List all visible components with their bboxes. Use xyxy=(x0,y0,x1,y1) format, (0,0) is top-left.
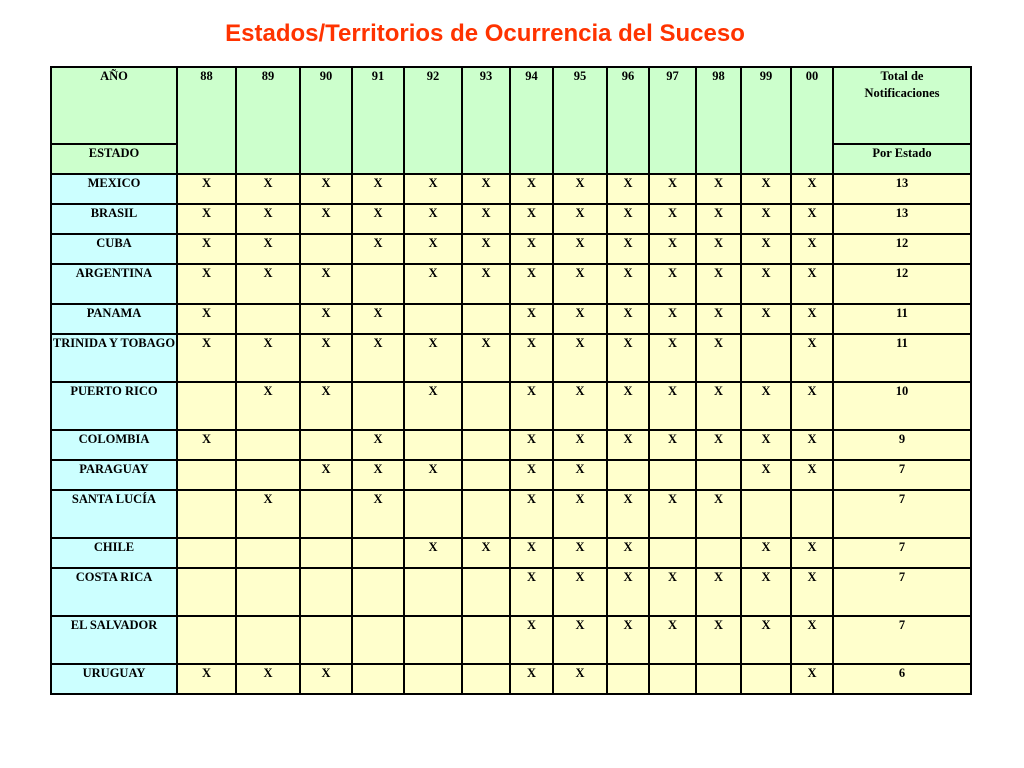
mark-cell-95: X xyxy=(553,234,607,264)
mark-cell-91: X xyxy=(352,304,404,334)
total-cell: 12 xyxy=(833,264,971,304)
mark-cell-94: X xyxy=(510,334,553,382)
mark-cell-97: X xyxy=(649,304,696,334)
mark-cell-91: X xyxy=(352,234,404,264)
mark-cell-94: X xyxy=(510,264,553,304)
mark-cell-00: X xyxy=(791,234,833,264)
mark-cell-89: X xyxy=(236,664,300,694)
state-name: COSTA RICA xyxy=(51,568,177,616)
total-header-line2: Notificaciones xyxy=(864,86,940,100)
state-name: PANAMA xyxy=(51,304,177,334)
mark-cell-96: X xyxy=(607,264,649,304)
mark-cell-93 xyxy=(462,460,510,490)
year-90: 90 xyxy=(300,67,352,174)
mark-cell-89 xyxy=(236,460,300,490)
year-91: 91 xyxy=(352,67,404,174)
table-row xyxy=(51,430,971,460)
mark-cell-96 xyxy=(607,460,649,490)
mark-cell-97 xyxy=(649,664,696,694)
mark-cell-98 xyxy=(696,664,741,694)
mark-cell-91 xyxy=(352,616,404,664)
mark-cell-93: X xyxy=(462,538,510,568)
mark-cell-98: X xyxy=(696,430,741,460)
header-row-years xyxy=(51,67,971,144)
state-name: BRASIL xyxy=(51,204,177,234)
mark-cell-89: X xyxy=(236,264,300,304)
state-name: URUGUAY xyxy=(51,664,177,694)
mark-cell-92 xyxy=(404,304,462,334)
mark-cell-90 xyxy=(300,430,352,460)
mark-cell-89 xyxy=(236,430,300,460)
year-89: 89 xyxy=(236,67,300,174)
total-cell: 7 xyxy=(833,616,971,664)
mark-cell-97: X xyxy=(649,490,696,538)
mark-cell-92 xyxy=(404,490,462,538)
year-92: 92 xyxy=(404,67,462,174)
mark-cell-91 xyxy=(352,382,404,430)
mark-cell-96: X xyxy=(607,304,649,334)
mark-cell-89: X xyxy=(236,234,300,264)
total-cell: 11 xyxy=(833,334,971,382)
mark-cell-88: X xyxy=(177,264,236,304)
mark-cell-92: X xyxy=(404,334,462,382)
mark-cell-99: X xyxy=(741,174,791,204)
mark-cell-93: X xyxy=(462,204,510,234)
mark-cell-98 xyxy=(696,538,741,568)
mark-cell-89: X xyxy=(236,334,300,382)
mark-cell-00: X xyxy=(791,568,833,616)
mark-cell-88: X xyxy=(177,204,236,234)
mark-cell-89: X xyxy=(236,174,300,204)
table-row xyxy=(51,204,971,234)
mark-cell-95: X xyxy=(553,174,607,204)
table-row xyxy=(51,382,971,430)
year-95: 95 xyxy=(553,67,607,174)
mark-cell-99: X xyxy=(741,460,791,490)
mark-cell-88 xyxy=(177,490,236,538)
mark-cell-96 xyxy=(607,664,649,694)
mark-cell-93: X xyxy=(462,234,510,264)
mark-cell-00: X xyxy=(791,204,833,234)
mark-cell-91 xyxy=(352,264,404,304)
mark-cell-97: X xyxy=(649,174,696,204)
mark-cell-00 xyxy=(791,490,833,538)
mark-cell-91: X xyxy=(352,430,404,460)
mark-cell-98: X xyxy=(696,616,741,664)
mark-cell-95: X xyxy=(553,304,607,334)
mark-cell-96: X xyxy=(607,234,649,264)
mark-cell-92: X xyxy=(404,538,462,568)
year-00: 00 xyxy=(791,67,833,174)
year-97: 97 xyxy=(649,67,696,174)
year-header: AÑO xyxy=(51,67,177,144)
mark-cell-90 xyxy=(300,490,352,538)
mark-cell-90: X xyxy=(300,460,352,490)
mark-cell-89: X xyxy=(236,382,300,430)
mark-cell-90 xyxy=(300,616,352,664)
table-row xyxy=(51,264,971,304)
mark-cell-88: X xyxy=(177,334,236,382)
table-row xyxy=(51,234,971,264)
mark-cell-00: X xyxy=(791,334,833,382)
mark-cell-99: X xyxy=(741,304,791,334)
state-name: ARGENTINA xyxy=(51,264,177,304)
mark-cell-94: X xyxy=(510,664,553,694)
mark-cell-94: X xyxy=(510,204,553,234)
mark-cell-93: X xyxy=(462,334,510,382)
mark-cell-94: X xyxy=(510,616,553,664)
mark-cell-88 xyxy=(177,538,236,568)
mark-cell-00: X xyxy=(791,174,833,204)
mark-cell-90: X xyxy=(300,304,352,334)
year-98: 98 xyxy=(696,67,741,174)
mark-cell-99: X xyxy=(741,264,791,304)
mark-cell-96: X xyxy=(607,174,649,204)
mark-cell-91 xyxy=(352,538,404,568)
mark-cell-99 xyxy=(741,334,791,382)
mark-cell-00: X xyxy=(791,664,833,694)
mark-cell-99: X xyxy=(741,430,791,460)
total-cell: 7 xyxy=(833,490,971,538)
mark-cell-97: X xyxy=(649,430,696,460)
mark-cell-93 xyxy=(462,568,510,616)
mark-cell-89 xyxy=(236,568,300,616)
mark-cell-96: X xyxy=(607,490,649,538)
mark-cell-00: X xyxy=(791,264,833,304)
mark-cell-91 xyxy=(352,568,404,616)
table-row xyxy=(51,490,971,538)
total-cell: 12 xyxy=(833,234,971,264)
mark-cell-88 xyxy=(177,382,236,430)
year-94: 94 xyxy=(510,67,553,174)
mark-cell-89 xyxy=(236,538,300,568)
state-name: COLOMBIA xyxy=(51,430,177,460)
mark-cell-96: X xyxy=(607,334,649,382)
mark-cell-98: X xyxy=(696,204,741,234)
mark-cell-94: X xyxy=(510,538,553,568)
mark-cell-95: X xyxy=(553,204,607,234)
mark-cell-94: X xyxy=(510,568,553,616)
mark-cell-93 xyxy=(462,430,510,460)
mark-cell-98 xyxy=(696,460,741,490)
mark-cell-92: X xyxy=(404,264,462,304)
mark-cell-99: X xyxy=(741,204,791,234)
mark-cell-92: X xyxy=(404,174,462,204)
mark-cell-97: X xyxy=(649,334,696,382)
state-header: ESTADO xyxy=(51,144,177,174)
total-cell: 13 xyxy=(833,174,971,204)
mark-cell-99 xyxy=(741,490,791,538)
mark-cell-93 xyxy=(462,382,510,430)
mark-cell-97: X xyxy=(649,616,696,664)
mark-cell-98: X xyxy=(696,174,741,204)
mark-cell-92: X xyxy=(404,234,462,264)
mark-cell-93: X xyxy=(462,174,510,204)
total-cell: 7 xyxy=(833,538,971,568)
mark-cell-89: X xyxy=(236,490,300,538)
table-row xyxy=(51,616,971,664)
mark-cell-95: X xyxy=(553,664,607,694)
total-cell: 10 xyxy=(833,382,971,430)
mark-cell-98: X xyxy=(696,334,741,382)
mark-cell-93 xyxy=(462,664,510,694)
mark-cell-98: X xyxy=(696,490,741,538)
mark-cell-90 xyxy=(300,234,352,264)
mark-cell-96: X xyxy=(607,204,649,234)
table-row xyxy=(51,174,971,204)
total-header-subtitle: Por Estado xyxy=(833,144,971,174)
notifications-table xyxy=(50,66,972,695)
state-name: PUERTO RICO xyxy=(51,382,177,430)
mark-cell-93 xyxy=(462,490,510,538)
mark-cell-99: X xyxy=(741,234,791,264)
total-cell: 7 xyxy=(833,460,971,490)
year-93: 93 xyxy=(462,67,510,174)
mark-cell-99: X xyxy=(741,382,791,430)
mark-cell-98: X xyxy=(696,382,741,430)
mark-cell-90: X xyxy=(300,664,352,694)
mark-cell-90 xyxy=(300,568,352,616)
year-88: 88 xyxy=(177,67,236,174)
mark-cell-96: X xyxy=(607,430,649,460)
table-row xyxy=(51,460,971,490)
mark-cell-93 xyxy=(462,616,510,664)
mark-cell-97: X xyxy=(649,264,696,304)
mark-cell-00: X xyxy=(791,430,833,460)
mark-cell-90: X xyxy=(300,382,352,430)
mark-cell-88: X xyxy=(177,664,236,694)
table-row xyxy=(51,538,971,568)
mark-cell-91 xyxy=(352,664,404,694)
mark-cell-91: X xyxy=(352,174,404,204)
mark-cell-93 xyxy=(462,304,510,334)
mark-cell-95: X xyxy=(553,568,607,616)
mark-cell-88: X xyxy=(177,234,236,264)
total-header xyxy=(833,67,971,144)
mark-cell-94: X xyxy=(510,430,553,460)
mark-cell-89 xyxy=(236,616,300,664)
mark-cell-92: X xyxy=(404,382,462,430)
mark-cell-96: X xyxy=(607,538,649,568)
mark-cell-96: X xyxy=(607,616,649,664)
mark-cell-93: X xyxy=(462,264,510,304)
mark-cell-95: X xyxy=(553,460,607,490)
mark-cell-97 xyxy=(649,460,696,490)
mark-cell-91: X xyxy=(352,460,404,490)
mark-cell-00: X xyxy=(791,460,833,490)
mark-cell-95: X xyxy=(553,616,607,664)
mark-cell-00: X xyxy=(791,616,833,664)
mark-cell-95: X xyxy=(553,538,607,568)
state-name: TRINIDA Y TOBAGO xyxy=(51,334,177,382)
mark-cell-98: X xyxy=(696,234,741,264)
state-name: EL SALVADOR xyxy=(51,616,177,664)
mark-cell-97: X xyxy=(649,382,696,430)
mark-cell-88: X xyxy=(177,174,236,204)
total-cell: 11 xyxy=(833,304,971,334)
mark-cell-95: X xyxy=(553,382,607,430)
mark-cell-97: X xyxy=(649,568,696,616)
mark-cell-95: X xyxy=(553,334,607,382)
mark-cell-94: X xyxy=(510,174,553,204)
mark-cell-88 xyxy=(177,616,236,664)
mark-cell-97: X xyxy=(649,234,696,264)
mark-cell-89 xyxy=(236,304,300,334)
mark-cell-90 xyxy=(300,538,352,568)
mark-cell-92 xyxy=(404,430,462,460)
mark-cell-97 xyxy=(649,538,696,568)
mark-cell-94: X xyxy=(510,490,553,538)
mark-cell-90: X xyxy=(300,174,352,204)
mark-cell-88: X xyxy=(177,304,236,334)
state-name: CUBA xyxy=(51,234,177,264)
table-row xyxy=(51,334,971,382)
table-row xyxy=(51,664,971,694)
mark-cell-98: X xyxy=(696,264,741,304)
mark-cell-92 xyxy=(404,616,462,664)
mark-cell-90: X xyxy=(300,204,352,234)
mark-cell-89: X xyxy=(236,204,300,234)
mark-cell-91: X xyxy=(352,204,404,234)
mark-cell-91: X xyxy=(352,490,404,538)
table-row xyxy=(51,304,971,334)
total-cell: 9 xyxy=(833,430,971,460)
mark-cell-00: X xyxy=(791,382,833,430)
mark-cell-95: X xyxy=(553,490,607,538)
total-cell: 13 xyxy=(833,204,971,234)
mark-cell-94: X xyxy=(510,234,553,264)
state-name: PARAGUAY xyxy=(51,460,177,490)
total-cell: 7 xyxy=(833,568,971,616)
mark-cell-91: X xyxy=(352,334,404,382)
mark-cell-92: X xyxy=(404,460,462,490)
mark-cell-96: X xyxy=(607,568,649,616)
mark-cell-94: X xyxy=(510,304,553,334)
state-name: CHILE xyxy=(51,538,177,568)
mark-cell-99: X xyxy=(741,616,791,664)
mark-cell-99: X xyxy=(741,568,791,616)
mark-cell-96: X xyxy=(607,382,649,430)
mark-cell-88 xyxy=(177,568,236,616)
year-96: 96 xyxy=(607,67,649,174)
mark-cell-88 xyxy=(177,460,236,490)
mark-cell-94: X xyxy=(510,382,553,430)
mark-cell-92: X xyxy=(404,204,462,234)
mark-cell-97: X xyxy=(649,204,696,234)
mark-cell-99: X xyxy=(741,538,791,568)
mark-cell-90: X xyxy=(300,264,352,304)
table-row xyxy=(51,568,971,616)
state-name: SANTA LUCÍA xyxy=(51,490,177,538)
mark-cell-00: X xyxy=(791,538,833,568)
mark-cell-00: X xyxy=(791,304,833,334)
mark-cell-94: X xyxy=(510,460,553,490)
mark-cell-90: X xyxy=(300,334,352,382)
mark-cell-98: X xyxy=(696,304,741,334)
total-header-line1: Total de xyxy=(880,69,924,83)
mark-cell-92 xyxy=(404,664,462,694)
mark-cell-99 xyxy=(741,664,791,694)
page-title: Estados/Territorios de Ocurrencia del Suceso xyxy=(225,20,745,47)
mark-cell-95: X xyxy=(553,430,607,460)
mark-cell-88: X xyxy=(177,430,236,460)
state-name: MEXICO xyxy=(51,174,177,204)
mark-cell-98: X xyxy=(696,568,741,616)
mark-cell-95: X xyxy=(553,264,607,304)
total-cell: 6 xyxy=(833,664,971,694)
year-99: 99 xyxy=(741,67,791,174)
mark-cell-92 xyxy=(404,568,462,616)
